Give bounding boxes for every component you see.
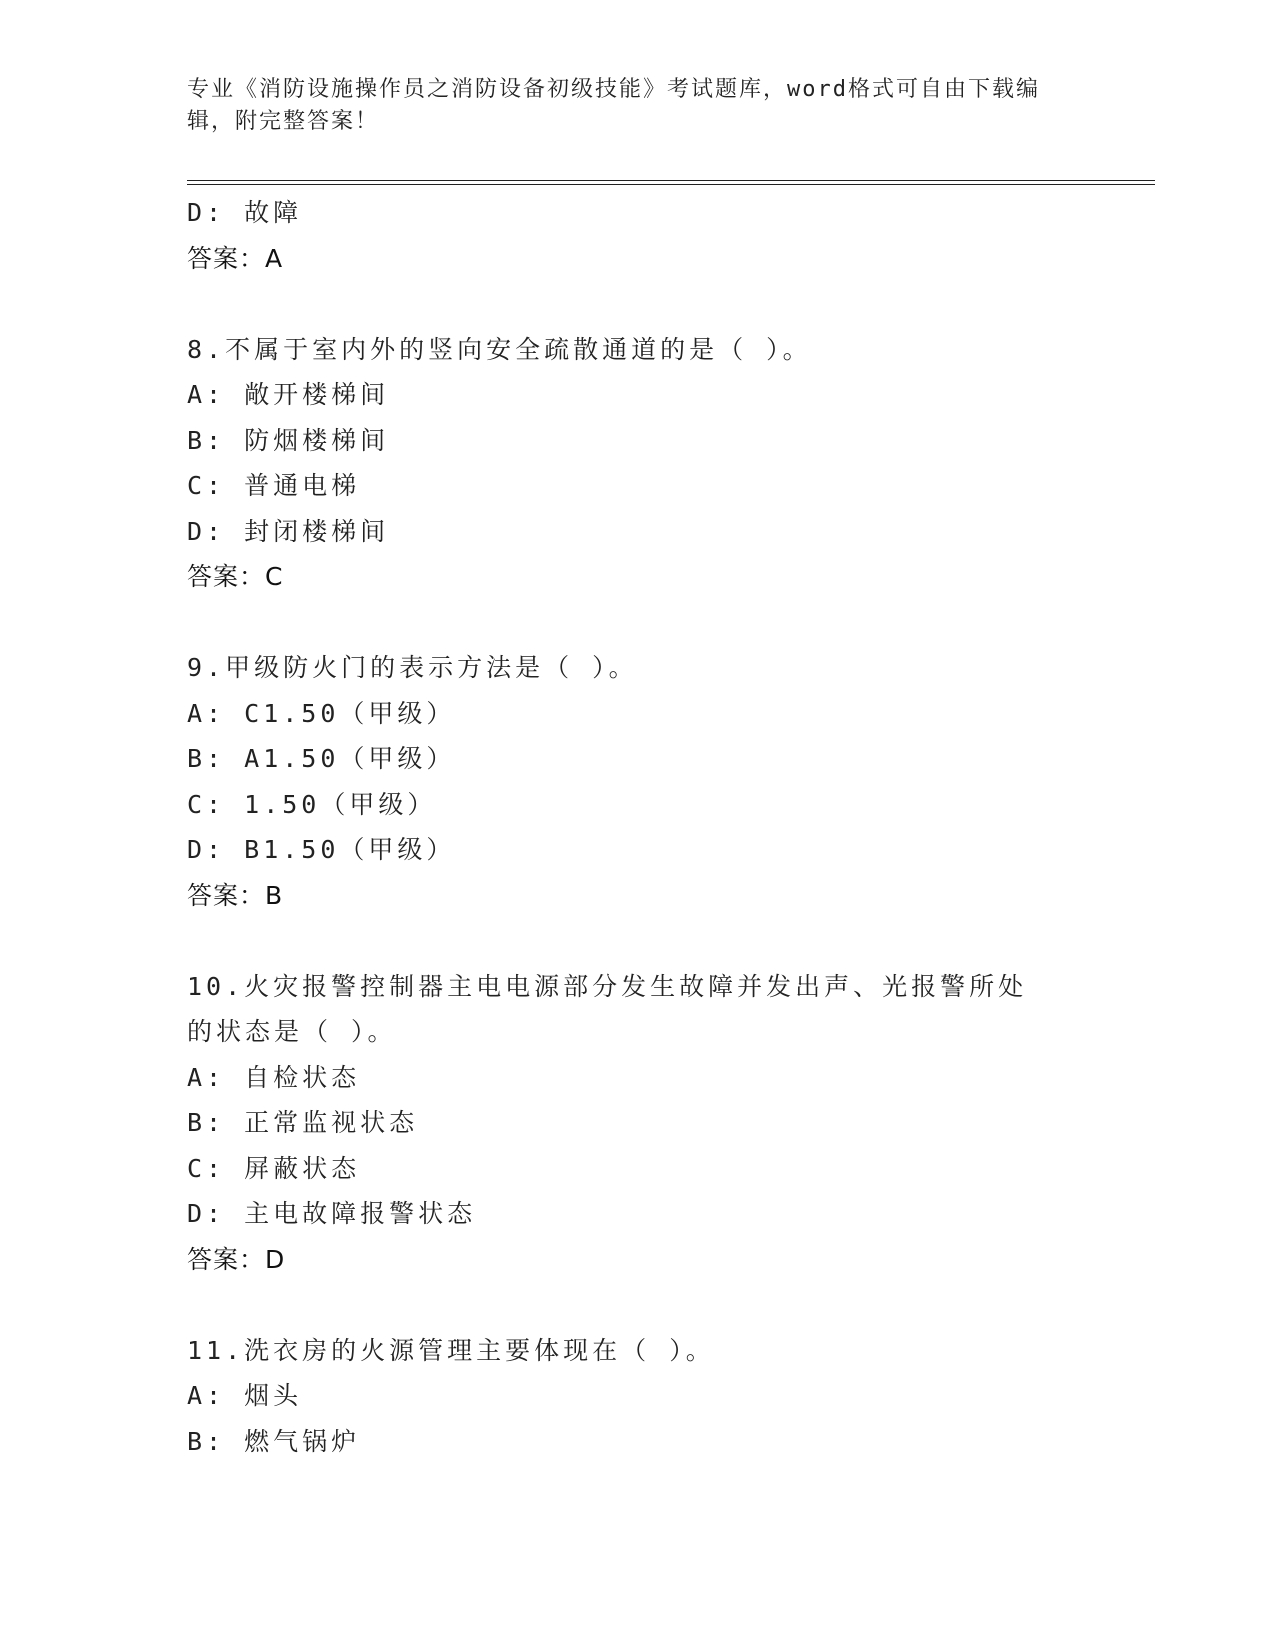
document-header: 专业《消防设施操作员之消防设备初级技能》考试题库，word格式可自由下载编辑，附完整答案！	[187, 77, 1040, 134]
question-9	[187, 645, 1087, 918]
header-rule-bottom	[187, 184, 1155, 185]
question-8	[187, 327, 1087, 600]
answer-line: 答案：D	[187, 1244, 286, 1274]
spacer	[187, 1282, 1087, 1328]
answer-line: 答案：C	[187, 562, 284, 591]
question-list	[187, 190, 1087, 1464]
option-a: A: 自检状态	[187, 1062, 361, 1092]
option-b: B: 正常监视状态	[187, 1108, 419, 1137]
option-d: D: 主电故障报警状态	[187, 1199, 477, 1228]
option-d: D: 封闭楼梯间	[187, 516, 390, 546]
question-11	[187, 1328, 1087, 1465]
option-a: A: C1.50（甲级）	[187, 698, 456, 728]
spacer	[187, 600, 1087, 646]
answer-line: 答案：B	[187, 880, 284, 910]
header-rule-top	[187, 180, 1155, 181]
question-stem: 9.甲级防火门的表示方法是（ ）。	[187, 653, 638, 682]
spacer	[187, 918, 1087, 964]
option-c: C: 1.50（甲级）	[187, 789, 437, 819]
option-b: B: A1.50（甲级）	[187, 744, 456, 773]
question-stem: 11.洗衣房的火源管理主要体现在（ ）。	[187, 1335, 715, 1365]
option-b: B: 燃气锅炉	[187, 1426, 361, 1456]
spacer	[187, 281, 1087, 327]
option-d: D: 故障	[187, 198, 303, 227]
option-c: C: 普通电梯	[187, 471, 361, 500]
question-stem: 8.不属于室内外的竖向安全疏散通道的是（ ）。	[187, 334, 812, 364]
option-d: D: B1.50（甲级）	[187, 835, 456, 864]
answer-line: 答案：A	[187, 243, 284, 273]
question-stem: 10.火灾报警控制器主电电源部分发生故障并发出声、光报警所处的状态是（ ）。	[187, 971, 1028, 1046]
option-a: A: 敞开楼梯间	[187, 380, 390, 409]
option-b: B: 防烟楼梯间	[187, 425, 390, 455]
question-10	[187, 964, 1087, 1283]
option-a: A: 烟头	[187, 1381, 303, 1410]
option-c: C: 屏蔽状态	[187, 1153, 361, 1183]
